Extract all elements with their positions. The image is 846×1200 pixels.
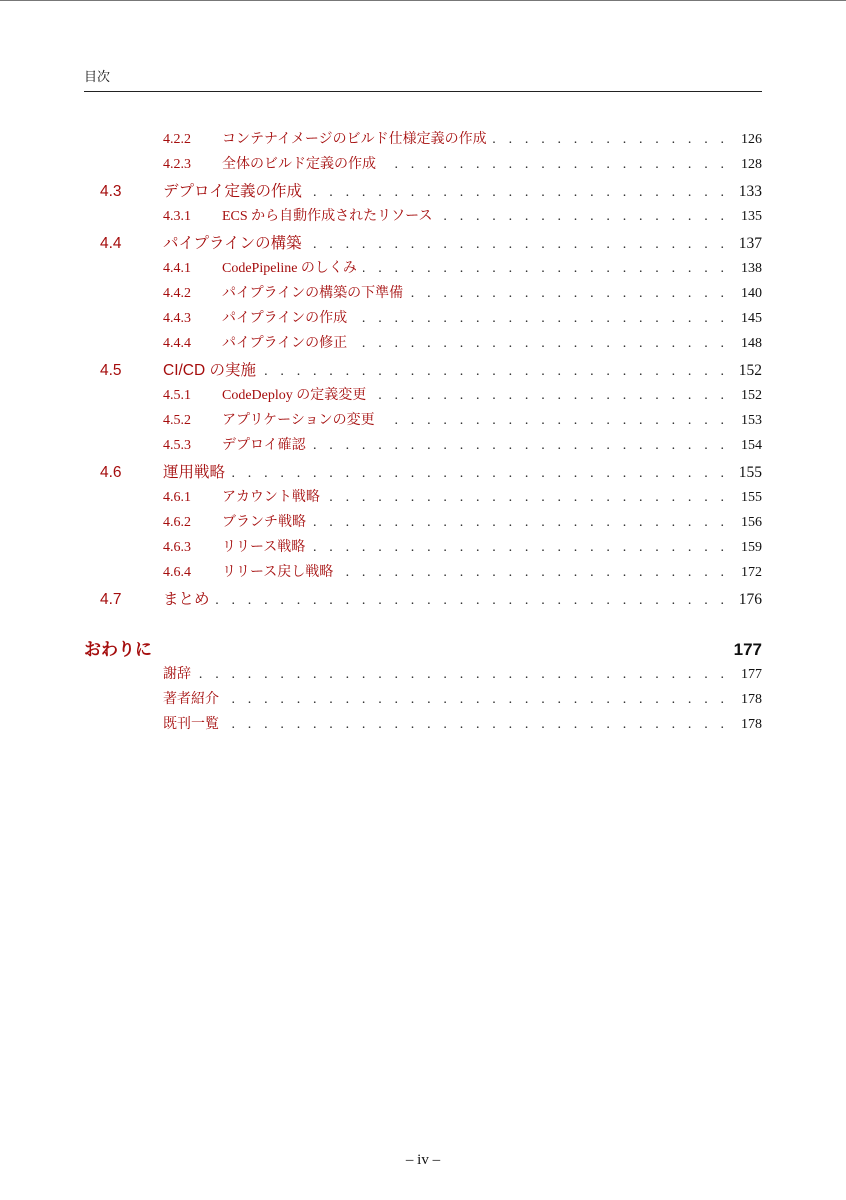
toc-entry-number: 4.3 [100,183,122,200]
toc-entry-number: 4.6.3 [163,540,191,555]
toc-entry-page: 133 [738,183,762,200]
toc-subsection-entry[interactable] [0,332,762,357]
toc-entry-page: 152 [738,362,762,379]
toc-entry-number: 4.4.4 [163,336,191,351]
page-number: – iv – [405,1152,441,1168]
toc-entry-page: 135 [741,209,762,224]
toc-dot-leader [353,311,724,327]
toc-entry-number: 4.6.4 [163,565,191,580]
toc-subsection-entry[interactable] [0,307,762,332]
toc-subsection-entry[interactable] [0,128,762,153]
toc-entry-title: CodeDeploy の定義変更 [222,388,367,403]
toc-dot-leader [493,132,724,148]
toc-entry-page: 159 [741,540,762,555]
toc-chapter-page: 177 [733,640,762,659]
toc-entry-title: ブランチ戦略 [222,515,306,530]
toc-backmatter-entry[interactable] [0,688,762,713]
toc-entry-title: アプリケーションの変更 [222,413,375,428]
toc-dot-leader [312,438,724,454]
toc-entry-title: アカウント戦略 [222,490,320,505]
toc-entry-title: コンテナイメージのビルド仕様定義の作成 [222,132,487,147]
toc-subsection-entry[interactable] [0,434,762,459]
toc-entry-title: ECS から自動作成されたリソース [222,209,433,224]
toc-subsection-entry[interactable] [0,536,762,561]
toc-dot-leader [372,388,724,404]
toc-entry-number: 4.7 [100,591,122,608]
toc-dot-leader [326,490,724,506]
toc-entry-list [0,128,846,613]
toc-dot-leader [353,336,724,352]
toc-dot-leader [216,593,724,609]
toc-entry-title: まとめ [163,591,210,608]
toc-entry-number: 4.3.1 [163,209,191,224]
toc-dot-leader [438,209,724,225]
toc-entry-title: パイプラインの構築 [163,235,302,252]
toc-dot-leader [308,185,724,201]
toc-entry-number: 4.6.2 [163,515,191,530]
toc-entry-page: 176 [738,591,762,608]
toc-subsection-entry[interactable] [0,205,762,230]
toc-entry-number: 4.5.2 [163,413,191,428]
toc-backmatter-entry[interactable] [0,713,762,738]
toc-dot-leader [197,667,724,683]
toc-entry-number: 4.4.1 [163,261,191,276]
toc-entry-number: 4.4.3 [163,311,191,326]
toc-entry-page: 177 [741,667,762,682]
toc-entry-page: 145 [741,311,762,326]
toc-subsection-entry[interactable] [0,384,762,409]
toc-entry-number: 4.6 [100,464,122,481]
toc-subsection-entry[interactable] [0,561,762,586]
toc-entry-number: 4.6.1 [163,490,191,505]
toc-backmatter-entry[interactable] [0,663,762,688]
toc-section-entry[interactable] [0,179,762,205]
toc-dot-leader [225,692,724,708]
running-header-title: 目次 [84,70,111,85]
toc-entry-number: 4.2.3 [163,157,191,172]
toc-dot-leader [363,261,724,277]
toc-entry-title: デプロイ確認 [222,438,306,453]
toc-entry-page: 126 [741,132,762,147]
toc-entry-page: 154 [741,438,762,453]
toc-entry-page: 178 [741,717,762,732]
toc-dot-leader [409,286,724,302]
toc-entry-title: パイプラインの修正 [222,336,348,351]
toc-entry-title: CodePipeline のしくみ [222,261,357,276]
toc-entry-title: 既刊一覧 [163,717,219,732]
toc-entry-title: 謝辞 [163,667,191,682]
toc-dot-leader [339,565,724,581]
toc-chapter-entry[interactable] [0,635,762,663]
toc-dot-leader [262,364,724,380]
toc-entry-title: リリース戻し戦略 [222,565,334,580]
toc-section-entry[interactable] [0,358,762,384]
toc-entry-title: パイプラインの作成 [222,311,348,326]
toc-back-matter-list [0,663,846,738]
toc-entry-page: 178 [741,692,762,707]
toc-entry-page: 172 [741,565,762,580]
toc-entry-page: 148 [741,336,762,351]
toc-entry-page: 156 [741,515,762,530]
toc-entry-title: デプロイ定義の作成 [163,183,303,200]
toc-entry-number: 4.4.2 [163,286,191,301]
toc-entry-number: 4.5.1 [163,388,191,403]
toc-subsection-entry[interactable] [0,486,762,511]
toc-dot-leader [231,466,724,482]
toc-dot-leader [311,540,724,556]
toc-entry-title: 全体のビルド定義の作成 [222,157,376,172]
toc-section-entry[interactable] [0,587,762,613]
toc-entry-page: 155 [741,490,762,505]
toc-section-entry[interactable] [0,460,762,486]
toc-subsection-entry[interactable] [0,257,762,282]
toc-entry-page: 153 [741,413,762,428]
top-edge-rule [0,0,846,1]
toc-chapter-title: おわりに [84,640,152,659]
toc-subsection-entry[interactable] [0,153,762,178]
toc-entry-title: パイプラインの構築の下準備 [222,286,404,301]
toc-section-entry[interactable] [0,231,762,257]
toc-dot-leader [382,157,724,173]
table-of-contents [0,128,846,738]
toc-entry-title: CI/CD の実施 [163,362,257,379]
toc-dot-leader [308,237,724,253]
toc-entry-number: 4.4 [100,235,122,252]
toc-subsection-entry[interactable] [0,511,762,536]
toc-entry-page: 138 [741,261,762,276]
header-rule [84,91,762,92]
toc-entry-title: リリース戦略 [222,540,306,555]
toc-entry-number: 4.5 [100,362,122,379]
toc-entry-page: 137 [738,235,762,252]
toc-dot-leader [381,413,724,429]
toc-subsection-entry[interactable] [0,282,762,307]
toc-entry-title: 運用戦略 [163,464,226,481]
toc-dot-leader [312,515,724,531]
toc-entry-page: 128 [741,157,762,172]
toc-entry-number: 4.2.2 [163,132,191,147]
toc-entry-number: 4.5.3 [163,438,191,453]
toc-entry-page: 155 [738,464,762,481]
toc-entry-page: 140 [741,286,762,301]
toc-dot-leader [225,717,724,733]
toc-entry-title: 著者紹介 [163,692,219,707]
toc-entry-page: 152 [741,388,762,403]
toc-subsection-entry[interactable] [0,409,762,434]
